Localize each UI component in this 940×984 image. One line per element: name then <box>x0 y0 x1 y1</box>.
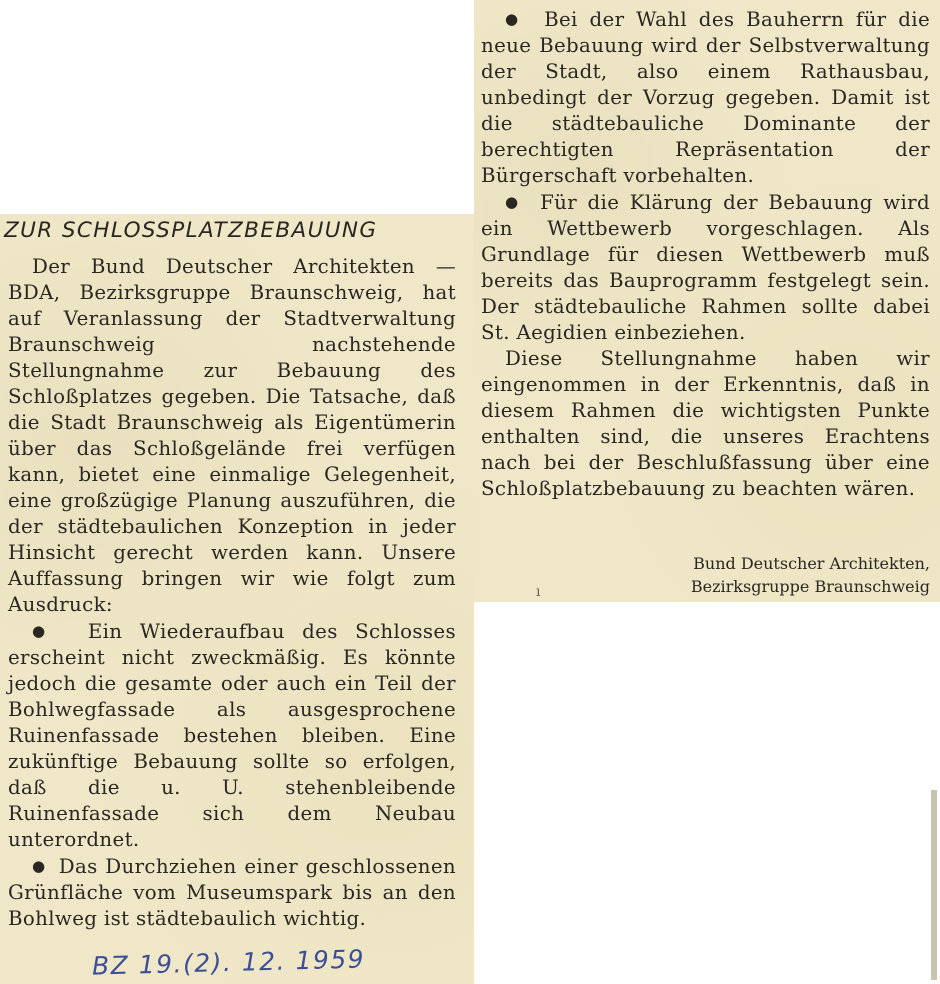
left-column-text <box>8 254 456 932</box>
signature-block <box>600 552 930 598</box>
bullet-point-2: ● Das Durchziehen einer geschlossenen Grünfläche vom Museumspark bis an den Bohlweg ist städtebaulich wichtig. <box>8 853 456 932</box>
signature-line-2: Bezirksgruppe Braunschweig <box>690 577 930 596</box>
right-column-text <box>481 6 930 502</box>
handwritten-date-note: BZ 19.(2). 12. 1959 <box>91 944 366 981</box>
bullet-point-4: ● Für die Klärung der Bebauung wird ein Wettbewerb vorgeschlagen. Als Grundlage für diesen Wettbewerb muß bereits das Bauprogramm festgelegt sein. Der städtebauliche Rahmen sollte dabei St. Aegidien einbeziehen. <box>481 189 930 346</box>
article-headline: ZUR SCHLOSSPLATZBEBAUUNG <box>4 218 378 243</box>
intro-paragraph: Der Bund Deutscher Architekten — BDA, Bezirksgruppe Braunschweig, hat auf Veranlassung der Stadtverwaltung Braunschweig nachstehende Stellungnahme zur Bebauung des Schloßplatzes gegeben. Die Tatsache, daß die Stadt Braunschweig als Eigentümerin über das Schloßgelände frei verfügen kann, bietet eine einmalige Gelegenheit, eine großzügige Planung auszuführen, die der städtebaulichen Konzeption in jeder Hinsicht gerecht werden kann. Unsere Auffassung bringen wir wie folgt zum Ausdruck: <box>8 255 456 616</box>
signature-line-1: Bund Deutscher Architekten, <box>693 554 930 573</box>
bullet-point-1: ● Ein Wiederaufbau des Schlosses erscheint nicht zweckmäßig. Es könnte jedoch die gesamte oder auch ein Teil der Bohlwegfassade als ausgesprochene Ruinenfassade bestehen bleiben. Eine zukünftige Bebauung sollte so erfolgen, daß die u. U. stehenbleibende Ruinenfassade sich dem Neubau unterordnet. <box>8 618 456 853</box>
closing-paragraph: Diese Stellungnahme haben wir eingenommen in der Erkenntnis, daß in diesem Rahmen die wichtigsten Punkte enthalten sind, die unseres Erachtens nach bei der Beschlußfassung über eine Schloßplatzbebauung zu beachten wären. <box>481 347 930 500</box>
bullet-point-3: ● Bei der Wahl des Bauherrn für die neue Bebauung wird der Selbstverwaltung der Stadt, also einem Rathausbau, unbedingt der Vorzug gegeben. Damit ist die städtebauliche Dominante der berechtigten Repräsentation der Bürgerschaft vorbehalten. <box>481 6 930 189</box>
blank-background <box>474 602 940 984</box>
scan-edge-mark <box>931 790 937 980</box>
print-mark-icon: ı <box>536 584 541 600</box>
